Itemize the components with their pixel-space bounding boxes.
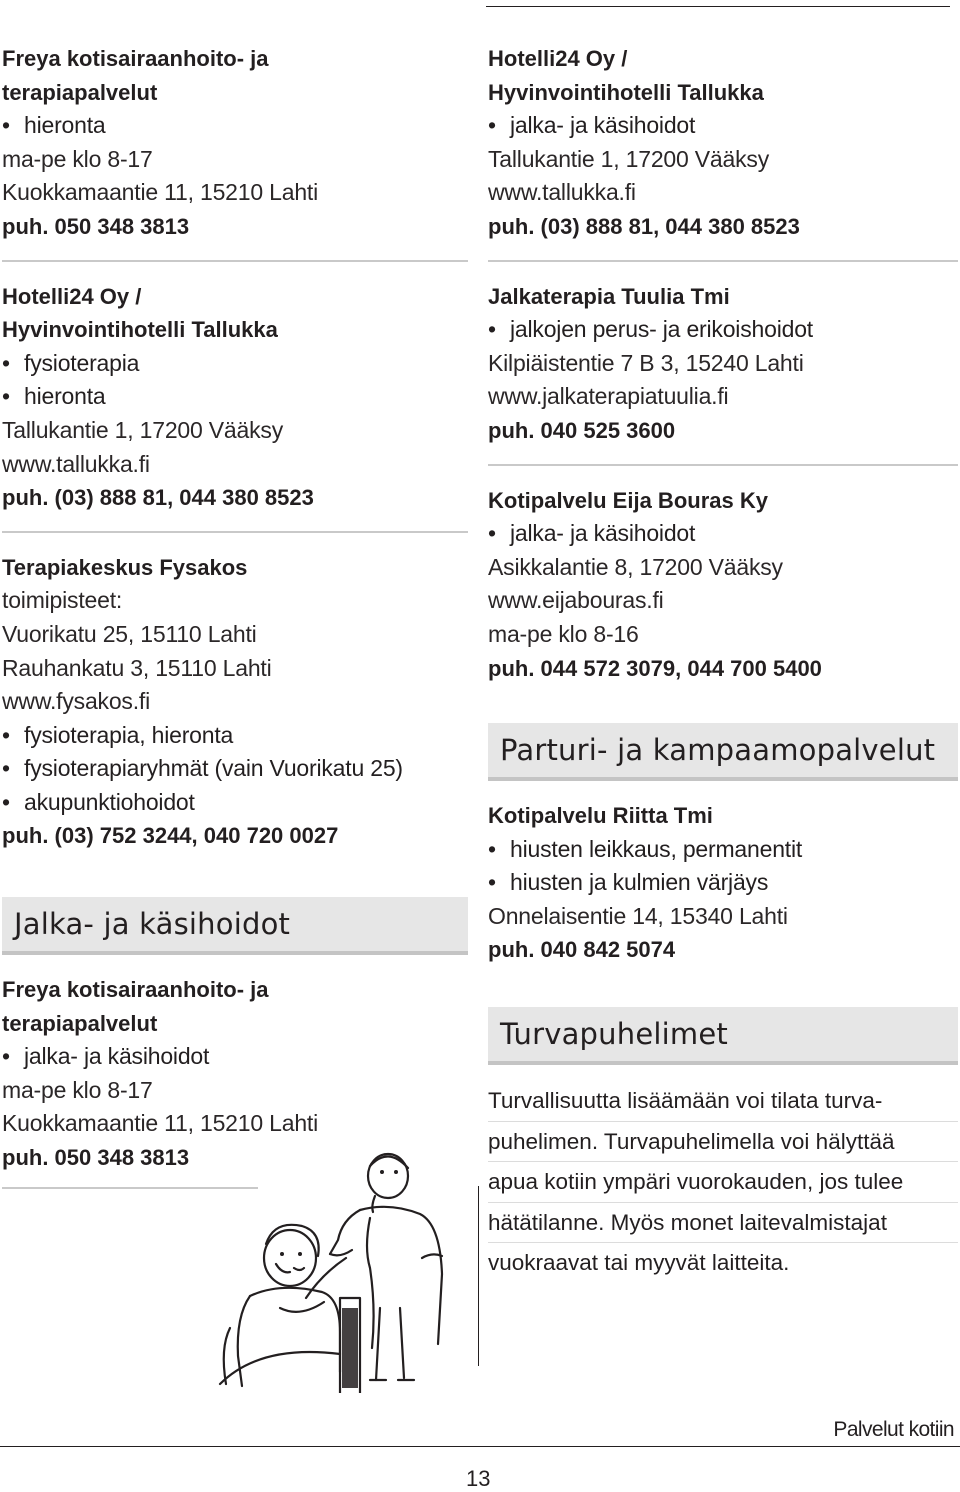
listing-hotelli24-fysio: [2, 280, 468, 515]
service-bullet: • fysioterapia: [2, 347, 468, 381]
footer-section-label: Palvelut kotiin: [833, 1418, 954, 1441]
service-bullet: • hieronta: [2, 109, 468, 143]
listing-title: Hyvinvointihotelli Tallukka: [488, 79, 764, 105]
listing-freya-jalka: [2, 973, 468, 1175]
section-heading-safety-phones: Turvapuhelimet: [488, 1007, 958, 1065]
divider: [488, 464, 958, 466]
phone: puh. (03) 888 81, 044 380 8523: [2, 485, 314, 511]
service-bullet: • jalka- ja käsihoidot: [488, 517, 958, 551]
caregiver-illustration: [210, 1148, 480, 1393]
website: www.tallukka.fi: [2, 450, 150, 477]
paragraph-line: hätätilanne. Myös monet laitevalmistajat: [488, 1203, 958, 1244]
listing-freya-hieronta: [2, 42, 468, 244]
phone: puh. 050 348 3813: [2, 1145, 190, 1171]
divider: [2, 531, 468, 533]
website: www.tallukka.fi: [488, 179, 636, 206]
listing-fysakos: [2, 551, 468, 853]
left-column: [2, 42, 468, 1189]
service-bullet: • jalkojen perus- ja erikoishoidot: [488, 313, 958, 347]
address: Asikkalantie 8, 17200 Vääksy: [488, 553, 783, 580]
divider: [488, 260, 958, 262]
phone: puh. 044 572 3079, 044 700 5400: [488, 655, 822, 681]
opening-hours: ma-pe klo 8-16: [488, 620, 639, 647]
opening-hours: ma-pe klo 8-17: [2, 145, 153, 172]
paragraph-line: apua kotiin ympäri vuorokauden, jos tulee: [488, 1162, 958, 1203]
section-heading-foot-hand-care: Jalka- ja käsihoidot: [2, 897, 468, 955]
listing-title: Terapiakeskus Fysakos: [2, 554, 248, 580]
paragraph-line: puhelimen. Turvapuhelimella voi hälyttää: [488, 1122, 958, 1163]
listing-eija-bouras: [488, 484, 958, 686]
listing-title: Kotipalvelu Riitta Tmi: [488, 803, 713, 829]
listing-title: Jalkaterapia Tuulia Tmi: [488, 283, 730, 309]
website: www.jalkaterapiatuulia.fi: [488, 383, 729, 410]
address: Tallukantie 1, 17200 Vääksy: [2, 416, 284, 443]
listing-jalkaterapia-tuulia: [488, 280, 958, 448]
top-rule: [486, 6, 950, 7]
listing-hotelli24-jalka: [488, 42, 958, 244]
address: Kuokkamaantie 11, 15210 Lahti: [2, 179, 319, 206]
address: Rauhankatu 3, 15110 Lahti: [2, 654, 272, 681]
service-bullet: • hiusten leikkaus, permanentit: [488, 833, 958, 867]
listing-title: Hyvinvointihotelli Tallukka: [2, 317, 278, 343]
listing-title: terapiapalvelut: [2, 1010, 158, 1036]
footer-rule: [0, 1446, 960, 1447]
address: Tallukantie 1, 17200 Vääksy: [488, 145, 770, 172]
phone: puh. 040 842 5074: [488, 937, 676, 963]
listing-title: Kotipalvelu Eija Bouras Ky: [488, 487, 768, 513]
address: Onnelaisentie 14, 15340 Lahti: [488, 902, 788, 929]
listing-title: Hotelli24 Oy /: [2, 283, 142, 309]
page-number: 13: [466, 1466, 491, 1491]
phone: puh. (03) 888 81, 044 380 8523: [488, 213, 800, 239]
divider: [2, 260, 468, 262]
paragraph-line: vuokraavat tai myyvät laitteita.: [488, 1250, 790, 1276]
service-bullet: • jalka- ja käsihoidot: [488, 109, 958, 143]
listing-title: Freya kotisairaanhoito- ja: [2, 46, 269, 71]
service-bullet: • hieronta: [2, 380, 468, 414]
listing-title: terapiapalvelut: [2, 79, 158, 105]
paragraph-line: Turvallisuutta lisäämään voi tilata turva-: [488, 1081, 958, 1122]
safety-phone-paragraph: [488, 1081, 958, 1283]
service-bullet: • jalka- ja käsihoidot: [2, 1040, 468, 1074]
info-line: toimipisteet:: [2, 587, 123, 614]
section-heading-barber: Parturi- ja kampaamopalvelut: [488, 723, 958, 781]
listing-title: Hotelli24 Oy /: [488, 46, 628, 71]
listing-riitta: [488, 799, 958, 967]
address: Kilpiäistentie 7 B 3, 15240 Lahti: [488, 349, 804, 376]
listing-title: Freya kotisairaanhoito- ja: [2, 977, 269, 1003]
right-column: [488, 42, 958, 1283]
website: www.fysakos.fi: [2, 688, 151, 715]
service-bullet: • hiusten ja kulmien värjäys: [488, 866, 958, 900]
address: Vuorikatu 25, 15110 Lahti: [2, 620, 257, 647]
phone: puh. 040 525 3600: [488, 417, 676, 443]
service-bullet: • fysioterapia, hieronta: [2, 719, 468, 753]
address: Kuokkamaantie 11, 15210 Lahti: [2, 1110, 319, 1137]
phone: puh. 050 348 3813: [2, 213, 190, 239]
opening-hours: ma-pe klo 8-17: [2, 1076, 153, 1103]
phone: puh. (03) 752 3244, 040 720 0027: [2, 823, 339, 849]
website: www.eijabouras.fi: [488, 587, 664, 614]
service-bullet: • fysioterapiaryhmät (vain Vuorikatu 25): [2, 752, 468, 786]
service-bullet: • akupunktiohoidot: [2, 786, 468, 820]
